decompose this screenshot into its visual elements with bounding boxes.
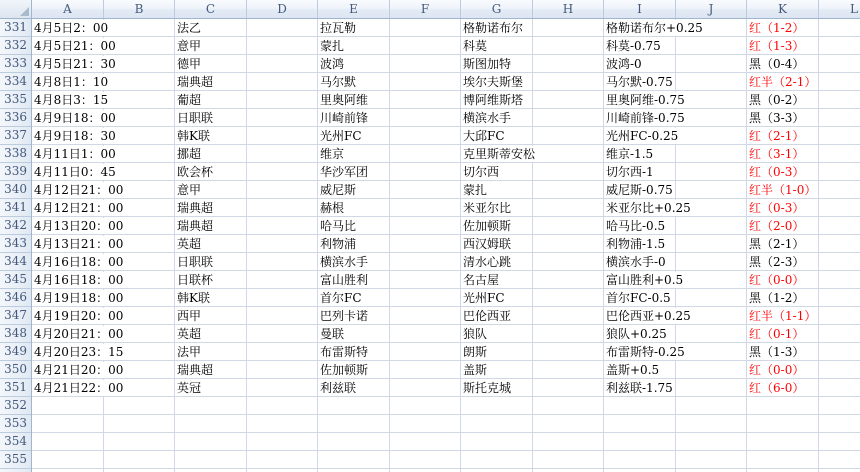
cell-K351-result[interactable]: 红（6-0） [749, 381, 805, 395]
cell-C342-league[interactable]: 瑞典超 [177, 219, 214, 233]
gridline-horizontal [32, 72, 860, 73]
row-header-351[interactable]: 351 [0, 379, 31, 397]
cell-I340-handicap[interactable]: 威尼斯-0.75 [606, 183, 673, 197]
cell-C349-league[interactable]: 法甲 [177, 345, 202, 359]
cell-A337-time[interactable]: 4月9日18：30 [34, 129, 116, 143]
cell-K347-result[interactable]: 红半（1-1） [749, 309, 817, 323]
cell-C344-league[interactable]: 日职联 [177, 255, 214, 269]
cell-G332-away[interactable]: 科莫 [463, 39, 488, 53]
cell-G342-away[interactable]: 佐加顿斯 [463, 219, 512, 233]
cell-C339-league[interactable]: 欧会杯 [177, 165, 214, 179]
cell-I350-handicap[interactable]: 盖斯+0.5 [606, 363, 660, 377]
cell-I349-handicap[interactable]: 布雷斯特-0.25 [606, 345, 685, 359]
row-header-339[interactable]: 339 [0, 163, 31, 181]
cell-G337-away[interactable]: 大邱FC [463, 129, 505, 143]
cell-K344-result[interactable]: 黑（2-3） [749, 255, 805, 269]
cell-A345-time[interactable]: 4月16日18：00 [34, 273, 124, 287]
gridline-horizontal [32, 414, 860, 415]
cell-G346-away[interactable]: 光州FC [463, 291, 505, 305]
cell-K334-result[interactable]: 红半（2-1） [749, 75, 817, 89]
column-header-F[interactable]: F [390, 0, 461, 18]
row-header-355[interactable]: 355 [0, 451, 31, 469]
gridline-horizontal [32, 216, 860, 217]
row-header-346[interactable]: 346 [0, 289, 31, 307]
cell-K341-result[interactable]: 红（0-3） [749, 201, 805, 215]
row-header-334[interactable]: 334 [0, 73, 31, 91]
cell-A339-time[interactable]: 4月11日0：45 [34, 165, 116, 179]
cell-K333-result[interactable]: 黑（0-4） [749, 57, 805, 71]
cell-A350-time[interactable]: 4月21日20：00 [34, 363, 124, 377]
cell-C332-league[interactable]: 意甲 [177, 39, 202, 53]
column-header-H[interactable]: H [533, 0, 604, 18]
column-header-I[interactable]: I [604, 0, 676, 18]
gridline-horizontal [32, 342, 860, 343]
row-header-345[interactable]: 345 [0, 271, 31, 289]
cell-E338-home[interactable]: 维京 [320, 147, 345, 161]
column-header-E[interactable]: E [318, 0, 390, 18]
gridline-horizontal [32, 126, 860, 127]
row-header-335[interactable]: 335 [0, 91, 31, 109]
cell-A333-time[interactable]: 4月5日21：30 [34, 57, 116, 71]
gridline-vertical [389, 19, 390, 472]
column-header-K[interactable]: K [747, 0, 819, 18]
row-header-353[interactable]: 353 [0, 415, 31, 433]
gridline-vertical [818, 19, 819, 472]
cell-G347-away[interactable]: 巴伦西亚 [463, 309, 512, 323]
gridline-horizontal [32, 450, 860, 451]
column-header-C[interactable]: C [175, 0, 247, 18]
cell-I344-handicap[interactable]: 横滨水手-0 [606, 255, 666, 269]
column-header-J[interactable]: J [676, 0, 747, 18]
row-header-333[interactable]: 333 [0, 55, 31, 73]
cell-C347-league[interactable]: 西甲 [177, 309, 202, 323]
cell-G351-away[interactable]: 斯托克城 [463, 381, 512, 395]
cell-G349-away[interactable]: 朗斯 [463, 345, 488, 359]
gridline-horizontal [32, 288, 860, 289]
cell-A335-time[interactable]: 4月8日3：15 [34, 93, 109, 107]
cell-E351-home[interactable]: 利兹联 [320, 381, 357, 395]
gridline-horizontal [32, 270, 860, 271]
cell-G344-away[interactable]: 清水心跳 [463, 255, 512, 269]
cell-K350-result[interactable]: 红（0-0） [749, 363, 805, 377]
cell-E342-home[interactable]: 哈马比 [320, 219, 357, 233]
gridline-horizontal [32, 468, 860, 469]
gridline-horizontal [32, 234, 860, 235]
cell-A341-time[interactable]: 4月12日21：00 [34, 201, 124, 215]
cell-A343-time[interactable]: 4月13日21：00 [34, 237, 124, 251]
cell-K340-result[interactable]: 红半（1-0） [749, 183, 817, 197]
cell-E335-home[interactable]: 里奥阿维 [320, 93, 369, 107]
cell-E347-home[interactable]: 巴列卡诺 [320, 309, 369, 323]
cell-I334-handicap[interactable]: 马尔默-0.75 [606, 75, 673, 89]
row-header-344[interactable]: 344 [0, 253, 31, 271]
gridline-horizontal [32, 252, 860, 253]
cell-I331-handicap[interactable]: 格勒诺布尔+0.25 [606, 21, 703, 35]
cell-I339-handicap[interactable]: 切尔西-1 [606, 165, 654, 179]
cell-E336-home[interactable]: 川崎前锋 [320, 111, 369, 125]
cell-E334-home[interactable]: 马尔默 [320, 75, 357, 89]
cell-I333-handicap[interactable]: 波鸿-0 [606, 57, 642, 71]
gridline-horizontal [32, 54, 860, 55]
cell-I335-handicap[interactable]: 里奥阿维-0.75 [606, 93, 685, 107]
row-header-340[interactable]: 340 [0, 181, 31, 199]
row-header-352[interactable]: 352 [0, 397, 31, 415]
cell-A340-time[interactable]: 4月12日21：00 [34, 183, 124, 197]
gridline-horizontal [32, 396, 860, 397]
cell-E344-home[interactable]: 横滨水手 [320, 255, 369, 269]
cell-A336-time[interactable]: 4月9日18：00 [34, 111, 116, 125]
cell-A351-time[interactable]: 4月21日22：00 [34, 381, 124, 395]
gridline-horizontal [32, 378, 860, 379]
cell-C340-league[interactable]: 意甲 [177, 183, 202, 197]
cell-I337-handicap[interactable]: 光州FC-0.25 [606, 129, 679, 143]
cell-G338-away[interactable]: 克里斯蒂安松 [463, 147, 536, 161]
gridline-vertical [746, 19, 747, 472]
cell-G333-away[interactable]: 斯图加特 [463, 57, 512, 71]
cell-E343-home[interactable]: 利物浦 [320, 237, 357, 251]
cell-E339-home[interactable]: 华沙军团 [320, 165, 369, 179]
cell-G335-away[interactable]: 博阿维斯塔 [463, 93, 524, 107]
gridline-horizontal [32, 162, 860, 163]
cell-E349-home[interactable]: 布雷斯特 [320, 345, 369, 359]
cell-K336-result[interactable]: 黑（3-3） [749, 111, 805, 125]
select-all-corner[interactable] [0, 0, 32, 19]
cell-I348-handicap[interactable]: 狼队+0.25 [606, 327, 667, 341]
row-header-348[interactable]: 348 [0, 325, 31, 343]
cell-K337-result[interactable]: 红（2-1） [749, 129, 805, 143]
cell-C334-league[interactable]: 瑞典超 [177, 75, 214, 89]
cell-C345-league[interactable]: 日联杯 [177, 273, 214, 287]
column-header-A[interactable]: A [32, 0, 104, 18]
cell-K346-result[interactable]: 黑（1-2） [749, 291, 805, 305]
gridline-horizontal [32, 306, 860, 307]
cell-E345-home[interactable]: 富山胜利 [320, 273, 369, 287]
cell-G348-away[interactable]: 狼队 [463, 327, 488, 341]
cell-A332-time[interactable]: 4月5日21：00 [34, 39, 116, 53]
cell-C338-league[interactable]: 挪超 [177, 147, 202, 161]
cell-E340-home[interactable]: 威尼斯 [320, 183, 357, 197]
cell-G340-away[interactable]: 蒙扎 [463, 183, 488, 197]
row-header-338[interactable]: 338 [0, 145, 31, 163]
column-header-D[interactable]: D [247, 0, 318, 18]
cell-I332-handicap[interactable]: 科莫-0.75 [606, 39, 661, 53]
row-header-337[interactable]: 337 [0, 127, 31, 145]
gridline-vertical [174, 19, 175, 472]
cell-A346-time[interactable]: 4月19日18：00 [34, 291, 124, 305]
column-header-B[interactable]: B [104, 0, 175, 18]
cell-E346-home[interactable]: 首尔FC [320, 291, 362, 305]
gridline-horizontal [32, 180, 860, 181]
cell-C341-league[interactable]: 瑞典超 [177, 201, 214, 215]
row-header-336[interactable]: 336 [0, 109, 31, 127]
cell-C335-league[interactable]: 葡超 [177, 93, 202, 107]
gridline-horizontal [32, 324, 860, 325]
cell-K342-result[interactable]: 红（2-0） [749, 219, 805, 233]
cell-A348-time[interactable]: 4月20日21：00 [34, 327, 124, 341]
cell-K343-result[interactable]: 黑（2-1） [749, 237, 805, 251]
gridline-horizontal [32, 198, 860, 199]
gridline-horizontal [32, 36, 860, 37]
gridline-vertical [246, 19, 247, 472]
cell-A342-time[interactable]: 4月13日20：00 [34, 219, 124, 233]
cell-K345-result[interactable]: 红（0-0） [749, 273, 805, 287]
row-header-343[interactable]: 343 [0, 235, 31, 253]
cell-C343-league[interactable]: 英超 [177, 237, 202, 251]
cell-A334-time[interactable]: 4月8日1：10 [34, 75, 109, 89]
cell-G343-away[interactable]: 西汉姆联 [463, 237, 512, 251]
gridline-horizontal [32, 108, 860, 109]
cell-C351-league[interactable]: 英冠 [177, 381, 202, 395]
cell-E348-home[interactable]: 曼联 [320, 327, 345, 341]
cell-C336-league[interactable]: 日职联 [177, 111, 214, 125]
cell-E337-home[interactable]: 光州FC [320, 129, 362, 143]
cell-C337-league[interactable]: 韩K联 [177, 129, 210, 143]
row-header-350[interactable]: 350 [0, 361, 31, 379]
gridline-horizontal [32, 432, 860, 433]
cell-G341-away[interactable]: 米亚尔比 [463, 201, 512, 215]
cell-K332-result[interactable]: 红（1-3） [749, 39, 805, 53]
cell-A338-time[interactable]: 4月11日1：00 [34, 147, 116, 161]
cell-E331-home[interactable]: 拉瓦勒 [320, 21, 357, 35]
cell-A347-time[interactable]: 4月19日20：00 [34, 309, 124, 323]
cell-I342-handicap[interactable]: 哈马比-0.5 [606, 219, 666, 233]
cell-C331-league[interactable]: 法乙 [177, 21, 202, 35]
cell-G331-away[interactable]: 格勒诺布尔 [463, 21, 524, 35]
cell-C350-league[interactable]: 瑞典超 [177, 363, 214, 377]
gridline-vertical [603, 19, 604, 472]
row-header-349[interactable]: 349 [0, 343, 31, 361]
cell-E350-home[interactable]: 佐加顿斯 [320, 363, 369, 377]
cell-E332-home[interactable]: 蒙扎 [320, 39, 345, 53]
row-header-342[interactable]: 342 [0, 217, 31, 235]
cell-I345-handicap[interactable]: 富山胜利+0.5 [606, 273, 684, 287]
gridline-vertical [532, 19, 533, 472]
select-all-triangle-icon [20, 7, 29, 16]
cell-I338-handicap[interactable]: 维京-1.5 [606, 147, 654, 161]
cell-G339-away[interactable]: 切尔西 [463, 165, 500, 179]
gridline-horizontal [32, 144, 860, 145]
cell-I341-handicap[interactable]: 米亚尔比+0.25 [606, 201, 691, 215]
row-header-347[interactable]: 347 [0, 307, 31, 325]
cell-K349-result[interactable]: 黑（1-3） [749, 345, 805, 359]
row-header-354[interactable]: 354 [0, 433, 31, 451]
row-header-331[interactable]: 331 [0, 19, 31, 37]
cell-K339-result[interactable]: 红（0-3） [749, 165, 805, 179]
cell-E333-home[interactable]: 波鸿 [320, 57, 345, 71]
cell-G350-away[interactable]: 盖斯 [463, 363, 488, 377]
cell-K348-result[interactable]: 红（0-1） [749, 327, 805, 341]
cell-G345-away[interactable]: 名古屋 [463, 273, 500, 287]
cell-I346-handicap[interactable]: 首尔FC-0.5 [606, 291, 671, 305]
column-header-G[interactable]: G [461, 0, 533, 18]
cell-C348-league[interactable]: 英超 [177, 327, 202, 341]
cell-K331-result[interactable]: 红（1-2） [749, 21, 805, 35]
gridline-horizontal [32, 90, 860, 91]
row-header-332[interactable]: 332 [0, 37, 31, 55]
cell-E341-home[interactable]: 赫根 [320, 201, 345, 215]
cell-I336-handicap[interactable]: 川崎前锋-0.75 [606, 111, 685, 125]
cell-C333-league[interactable]: 德甲 [177, 57, 202, 71]
cell-I343-handicap[interactable]: 利物浦-1.5 [606, 237, 666, 251]
cell-G334-away[interactable]: 埃尔夫斯堡 [463, 75, 524, 89]
gridline-horizontal [32, 360, 860, 361]
cell-I347-handicap[interactable]: 巴伦西亚+0.25 [606, 309, 691, 323]
cell-A344-time[interactable]: 4月16日18：00 [34, 255, 124, 269]
row-header-341[interactable]: 341 [0, 199, 31, 217]
gridline-vertical [460, 19, 461, 472]
cell-A349-time[interactable]: 4月20日23：15 [34, 345, 124, 359]
gridline-vertical [317, 19, 318, 472]
cell-I351-handicap[interactable]: 利兹联-1.75 [606, 381, 673, 395]
cell-A331-time[interactable]: 4月5日2：00 [34, 21, 109, 35]
column-header-L[interactable]: L [819, 0, 860, 18]
gridline-vertical [675, 19, 676, 472]
cell-C346-league[interactable]: 韩K联 [177, 291, 210, 305]
cell-K338-result[interactable]: 红（3-1） [749, 147, 805, 161]
cell-G336-away[interactable]: 横滨水手 [463, 111, 512, 125]
cell-K335-result[interactable]: 黑（0-2） [749, 93, 805, 107]
